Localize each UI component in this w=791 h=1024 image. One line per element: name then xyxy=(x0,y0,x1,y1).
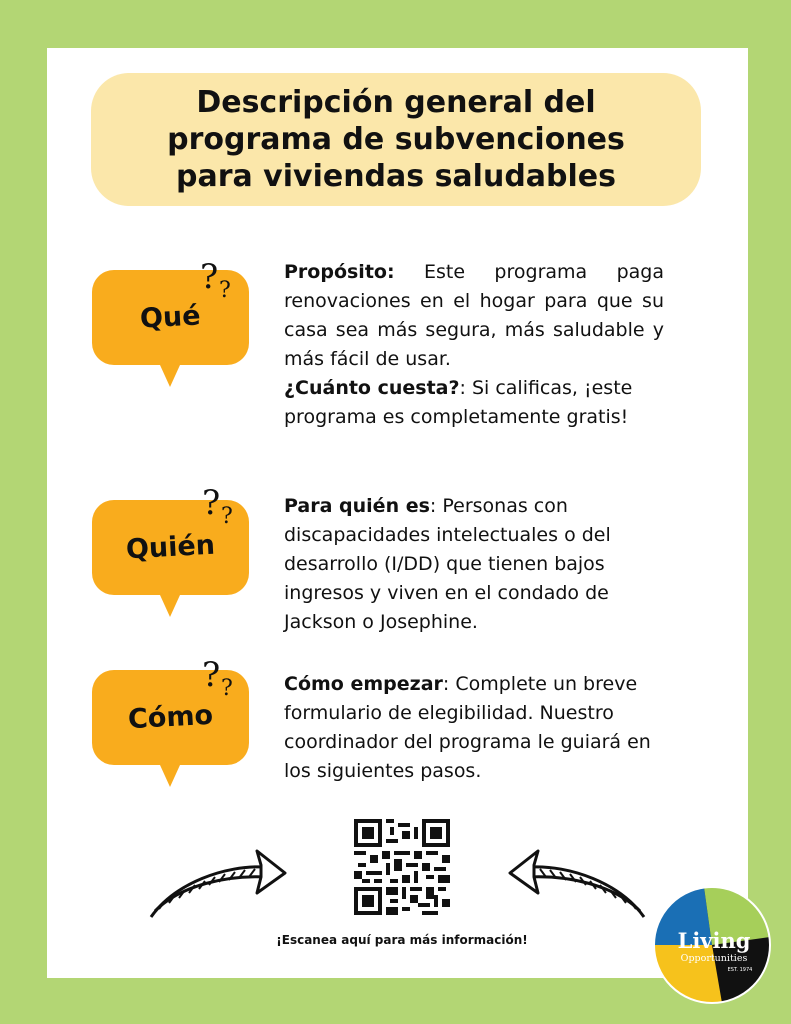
qr-code[interactable] xyxy=(354,819,450,915)
logo-name-top: Living xyxy=(677,928,751,953)
section-que xyxy=(284,258,664,432)
speech-bubble-que: Qué ? ? xyxy=(92,270,262,400)
title-line-3: para viviendas saludables xyxy=(175,159,616,194)
section-quien xyxy=(284,492,664,637)
bubble-tail xyxy=(160,765,180,787)
flyer-card xyxy=(47,48,748,978)
bubble-label-quien: Quién xyxy=(125,529,216,566)
purpose-text: Este programa paga renovaciones en el hogar para que su casa sea más segura, más saludable y más fácil de usar. xyxy=(284,261,664,370)
section-como xyxy=(284,670,664,786)
como-label: Cómo empezar xyxy=(284,673,443,695)
speech-bubble-como: Cómo ? ? xyxy=(92,670,262,800)
quien-text: : Personas con discapacidades intelectuales o del desarrollo (I/DD) que tienen bajos ingresos y viven en el condado de Jackson o Josephine. xyxy=(284,495,611,633)
bubble-tail xyxy=(160,365,180,387)
quien-label: Para quién es xyxy=(284,495,430,517)
living-opportunities-logo xyxy=(652,885,772,1005)
bubble-label-que: Qué xyxy=(139,300,202,335)
scan-instruction: ¡Escanea aquí para más información! xyxy=(276,933,528,947)
bubble-tail xyxy=(160,595,180,617)
purpose-label: Propósito: xyxy=(284,261,395,283)
page-title xyxy=(167,84,625,195)
title-line-1: Descripción general del xyxy=(196,85,596,120)
logo-name-bottom: Opportunities xyxy=(680,953,748,964)
arrow-left-icon xyxy=(505,843,650,923)
cost-paragraph xyxy=(284,374,639,432)
bubble-label-como: Cómo xyxy=(127,699,214,736)
title-box xyxy=(91,73,701,206)
arrow-right-icon xyxy=(145,843,290,923)
cost-text: : Si calificas, ¡este programa es completamente gratis! xyxy=(284,377,633,428)
title-line-2: programa de subvenciones xyxy=(167,122,625,157)
como-text: : Complete un breve formulario de elegibilidad. Nuestro coordinador del programa le guiará en los siguientes pasos. xyxy=(284,673,651,782)
speech-bubble-quien: Quién ? ? xyxy=(92,500,262,630)
logo-est: EST. 1974 xyxy=(727,967,753,973)
cost-label: ¿Cuánto cuesta? xyxy=(284,377,460,399)
purpose-paragraph xyxy=(284,258,664,374)
